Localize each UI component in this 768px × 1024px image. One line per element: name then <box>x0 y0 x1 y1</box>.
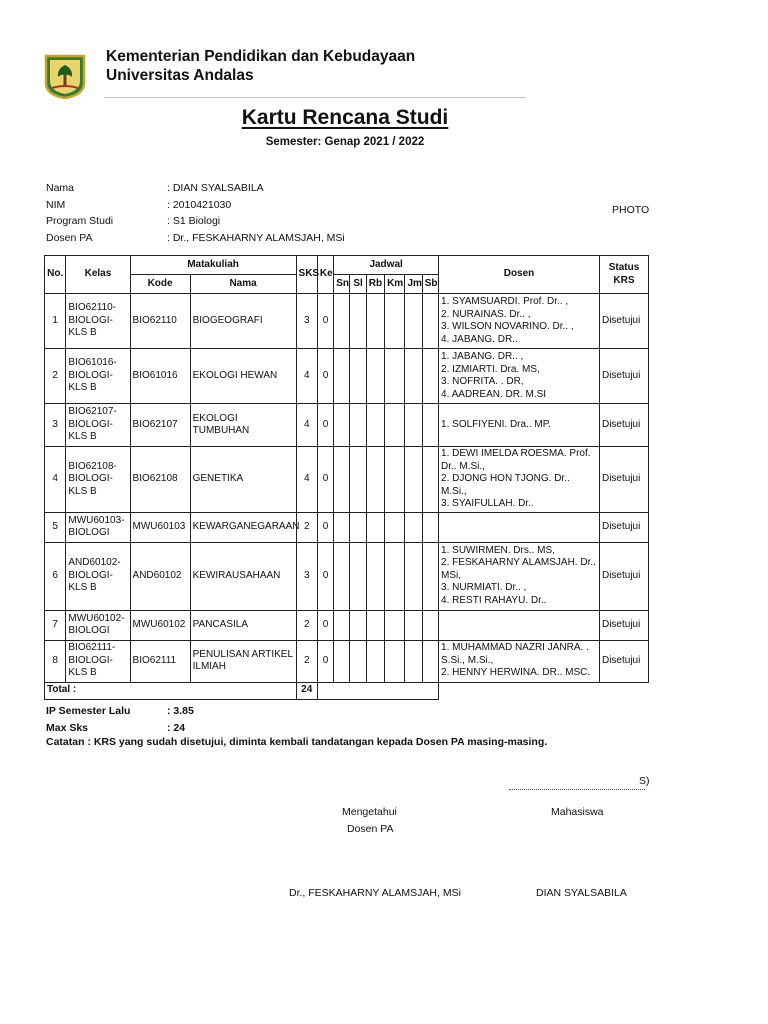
row-jadwal-cell <box>385 404 405 447</box>
total-label: Total : <box>45 682 297 699</box>
table-row <box>45 447 649 513</box>
dosen-line: 1. SUWIRMEN. Drs.. MS, <box>441 544 555 556</box>
institution-header <box>106 47 415 85</box>
info-label: Program Studi <box>46 215 114 228</box>
row-dosen <box>439 447 600 513</box>
row-ke: 0 <box>317 512 333 542</box>
row-jadwal-cell <box>366 512 384 542</box>
total-sks: 24 <box>296 682 317 699</box>
dosen-line: 3. SYAIFULLAH. Dr.. <box>441 498 534 509</box>
row-jadwal-cell <box>366 294 384 349</box>
row-kode: MWU60103 <box>130 512 190 542</box>
row-jadwal-cell <box>422 610 438 640</box>
dosen-pa-signature-name: Dr., FESKAHARNY ALAMSJAH, MSi <box>289 887 461 899</box>
row-jadwal-cell <box>385 349 405 404</box>
row-jadwal-cell <box>334 640 350 682</box>
row-kelas: BIO62107-BIOLOGI-KLS B <box>66 404 130 447</box>
krs-table <box>44 255 649 700</box>
row-jadwal-cell <box>422 294 438 349</box>
header-kode: Kode <box>130 275 190 294</box>
mahasiswa-label: Mahasiswa <box>551 806 604 818</box>
dosen-line: 1. JABANG. DR.. , <box>441 351 524 362</box>
row-status: Disetujui <box>599 610 648 640</box>
row-jadwal-cell <box>350 447 366 513</box>
row-ke: 0 <box>317 349 333 404</box>
header-dosen: Dosen <box>439 256 600 294</box>
row-kelas: MWU60103-BIOLOGI <box>66 512 130 542</box>
row-no: 6 <box>45 542 66 610</box>
row-sks: 3 <box>296 294 317 349</box>
dosen-line: 1. SOLFIYENI. Dra.. MP. <box>441 418 551 430</box>
row-ke: 0 <box>317 640 333 682</box>
row-jadwal-cell <box>366 349 384 404</box>
semester-summary <box>46 703 194 736</box>
row-ke: 0 <box>317 404 333 447</box>
info-value: : S1 Biologi <box>167 215 221 228</box>
row-jadwal-cell <box>405 640 422 682</box>
row-no: 4 <box>45 447 66 513</box>
row-kode: MWU60102 <box>130 610 190 640</box>
row-jadwal-cell <box>350 610 366 640</box>
row-jadwal-cell <box>366 447 384 513</box>
row-kelas: MWU60102-BIOLOGI <box>66 610 130 640</box>
row-nama: PENULISAN ARTIKEL ILMIAH <box>190 640 296 682</box>
summary-row-max-sks <box>46 720 194 737</box>
row-kelas: AND60102-BIOLOGI-KLS B <box>66 542 130 610</box>
header-day: Sn <box>334 275 350 294</box>
header-nama: Nama <box>190 275 296 294</box>
row-jadwal-cell <box>334 512 350 542</box>
header-jadwal: Jadwal <box>334 256 439 275</box>
row-no: 2 <box>45 349 66 404</box>
table-row <box>45 404 649 447</box>
dosen-line: 4. AADREAN. DR. M.SI <box>441 388 547 400</box>
university-logo <box>43 53 87 99</box>
row-jadwal-cell <box>385 640 405 682</box>
table-row <box>45 512 649 542</box>
header-kelas: Kelas <box>66 256 130 294</box>
student-signature-name: DIAN SYALSABILA <box>536 887 627 899</box>
row-kelas: BIO61016-BIOLOGI-KLS B <box>66 349 130 404</box>
row-jadwal-cell <box>405 447 422 513</box>
dosen-line: 2. IZMIARTI. Dra. MS, <box>441 363 540 375</box>
row-status: Disetujui <box>599 447 648 513</box>
dosen-pa-label: Dosen PA <box>347 823 394 835</box>
row-jadwal-cell <box>422 542 438 610</box>
table-row <box>45 610 649 640</box>
row-jadwal-cell <box>334 542 350 610</box>
row-kode: BIO62108 <box>130 447 190 513</box>
table-total-row <box>45 682 649 699</box>
page-title: Kartu Rencana Studi <box>241 106 449 129</box>
row-jadwal-cell <box>405 349 422 404</box>
photo-placeholder: PHOTO <box>612 204 650 216</box>
header-divider <box>104 97 526 98</box>
row-dosen <box>439 294 600 349</box>
row-sks: 4 <box>296 447 317 513</box>
table-row <box>45 294 649 349</box>
summary-label: Max Sks <box>46 721 89 734</box>
row-jadwal-cell <box>350 294 366 349</box>
info-row-nim <box>46 197 345 214</box>
row-jadwal-cell <box>385 542 405 610</box>
total-spacer <box>439 682 649 699</box>
row-jadwal-cell <box>422 404 438 447</box>
row-jadwal-cell <box>366 404 384 447</box>
dosen-line: 2. DJONG HON TJONG. Dr.. M.Si., <box>441 473 570 497</box>
semester-label: Semester: Genap 2021 / 2022 <box>265 136 425 148</box>
date-dotted-line <box>509 789 645 790</box>
dosen-line: 3. NURMIATI. Dr.. , <box>441 582 527 594</box>
row-jadwal-cell <box>385 294 405 349</box>
row-jadwal-cell <box>405 512 422 542</box>
row-no: 5 <box>45 512 66 542</box>
header-day: Rb <box>366 275 384 294</box>
header-status: Status KRS <box>599 256 648 294</box>
info-value: : Dr., FESKAHARNY ALAMSJAH, MSi <box>167 231 345 244</box>
row-kelas: BIO62111-BIOLOGI-KLS B <box>66 640 130 682</box>
row-ke: 0 <box>317 610 333 640</box>
row-kode: BIO62111 <box>130 640 190 682</box>
row-dosen <box>439 404 600 447</box>
row-jadwal-cell <box>366 542 384 610</box>
university-name: Universitas Andalas <box>106 67 254 84</box>
row-jadwal-cell <box>385 512 405 542</box>
row-nama: KEWIRAUSAHAAN <box>190 542 296 610</box>
header-sks: SKS <box>296 256 317 294</box>
row-ke: 0 <box>317 447 333 513</box>
row-status: Disetujui <box>599 512 648 542</box>
row-nama: KEWARGANEGARAAN <box>190 512 296 542</box>
mengetahui-label: Mengetahui <box>342 806 397 818</box>
place-date-mark: S) <box>639 775 650 787</box>
dosen-line: 4. RESTI RAHAYU. Dr.. <box>441 594 547 606</box>
row-sks: 2 <box>296 640 317 682</box>
row-jadwal-cell <box>405 294 422 349</box>
info-row-nama <box>46 180 345 197</box>
row-ke: 0 <box>317 542 333 610</box>
total-blank <box>317 682 438 699</box>
table-row <box>45 542 649 610</box>
row-dosen <box>439 542 600 610</box>
row-kelas: BIO62110-BIOLOGI-KLS B <box>66 294 130 349</box>
row-no: 3 <box>45 404 66 447</box>
dosen-line: 3. NOFRITA. . DR, <box>441 376 524 387</box>
row-jadwal-cell <box>350 404 366 447</box>
row-sks: 3 <box>296 542 317 610</box>
row-jadwal-cell <box>405 610 422 640</box>
row-dosen <box>439 610 600 640</box>
info-label: NIM <box>46 198 66 211</box>
info-label: Dosen PA <box>46 231 93 244</box>
row-sks: 4 <box>296 349 317 404</box>
summary-value: : 24 <box>167 721 186 734</box>
table-row <box>45 349 649 404</box>
summary-row-ip <box>46 703 194 720</box>
header-matakuliah: Matakuliah <box>130 256 296 275</box>
row-jadwal-cell <box>350 640 366 682</box>
row-nama: BIOGEOGRAFI <box>190 294 296 349</box>
row-dosen <box>439 512 600 542</box>
row-jadwal-cell <box>422 512 438 542</box>
info-row-dosen-pa <box>46 230 345 247</box>
info-value: : DIAN SYALSABILA <box>167 182 264 195</box>
row-jadwal-cell <box>334 404 350 447</box>
row-nama: EKOLOGI HEWAN <box>190 349 296 404</box>
header-ke: Ke <box>317 256 333 294</box>
row-jadwal-cell <box>350 542 366 610</box>
dosen-line: 2. FESKAHARNY ALAMSJAH. Dr.. MSi, <box>441 557 596 581</box>
header-day: Sb <box>422 275 438 294</box>
student-info <box>46 180 345 246</box>
table-row <box>45 640 649 682</box>
row-jadwal-cell <box>405 404 422 447</box>
row-jadwal-cell <box>334 447 350 513</box>
dosen-line: 1. SYAMSUARDI. Prof. Dr.. , <box>441 296 569 307</box>
row-jadwal-cell <box>366 610 384 640</box>
row-kode: BIO61016 <box>130 349 190 404</box>
row-jadwal-cell <box>350 349 366 404</box>
info-label: Nama <box>46 182 75 195</box>
row-jadwal-cell <box>366 640 384 682</box>
row-no: 8 <box>45 640 66 682</box>
row-kelas: BIO62108-BIOLOGI-KLS B <box>66 447 130 513</box>
row-nama: GENETIKA <box>190 447 296 513</box>
dosen-line: 1. MUHAMMAD NAZRI JANRA. . S.Si., M.Si., <box>441 642 589 666</box>
dosen-line: 2. HENNY HERWINA. DR.. MSC. <box>441 667 591 679</box>
row-jadwal-cell <box>334 349 350 404</box>
header-day: Km <box>385 275 405 294</box>
row-jadwal-cell <box>350 512 366 542</box>
dosen-line: 2. NURAINAS. Dr.. , <box>441 308 531 320</box>
row-jadwal-cell <box>334 294 350 349</box>
header-day: Sl <box>350 275 366 294</box>
krs-table-body <box>45 294 649 700</box>
row-sks: 2 <box>296 610 317 640</box>
row-sks: 2 <box>296 512 317 542</box>
row-kode: AND60102 <box>130 542 190 610</box>
row-jadwal-cell <box>422 447 438 513</box>
summary-label: IP Semester Lalu <box>46 705 131 718</box>
row-nama: PANCASILA <box>190 610 296 640</box>
info-row-program-studi <box>46 213 345 230</box>
row-no: 1 <box>45 294 66 349</box>
row-status: Disetujui <box>599 640 648 682</box>
row-kode: BIO62110 <box>130 294 190 349</box>
row-jadwal-cell <box>405 542 422 610</box>
summary-value: : 3.85 <box>167 705 194 718</box>
row-status: Disetujui <box>599 542 648 610</box>
ministry-name: Kementerian Pendidikan dan Kebudayaan <box>106 48 416 65</box>
row-nama: EKOLOGI TUMBUHAN <box>190 404 296 447</box>
row-jadwal-cell <box>334 610 350 640</box>
row-ke: 0 <box>317 294 333 349</box>
note-text: Catatan : KRS yang sudah disetujui, diminta kembali tandatangan kepada Dosen PA masing-masing. <box>46 736 548 748</box>
row-dosen <box>439 640 600 682</box>
row-jadwal-cell <box>422 640 438 682</box>
dosen-line: 1. DEWI IMELDA ROESMA. Prof. Dr.. M.Si., <box>441 448 591 472</box>
row-jadwal-cell <box>385 610 405 640</box>
dosen-line: 4. JABANG. DR.. <box>441 333 518 345</box>
row-jadwal-cell <box>385 447 405 513</box>
row-kode: BIO62107 <box>130 404 190 447</box>
info-value: : 2010421030 <box>167 198 232 211</box>
row-dosen <box>439 349 600 404</box>
dosen-line: 3. WILSON NOVARINO. Dr.. , <box>441 321 574 332</box>
row-status: Disetujui <box>599 349 648 404</box>
row-jadwal-cell <box>422 349 438 404</box>
row-status: Disetujui <box>599 404 648 447</box>
row-status: Disetujui <box>599 294 648 349</box>
row-sks: 4 <box>296 404 317 447</box>
header-no: No. <box>45 256 66 294</box>
header-day: Jm <box>405 275 422 294</box>
row-no: 7 <box>45 610 66 640</box>
